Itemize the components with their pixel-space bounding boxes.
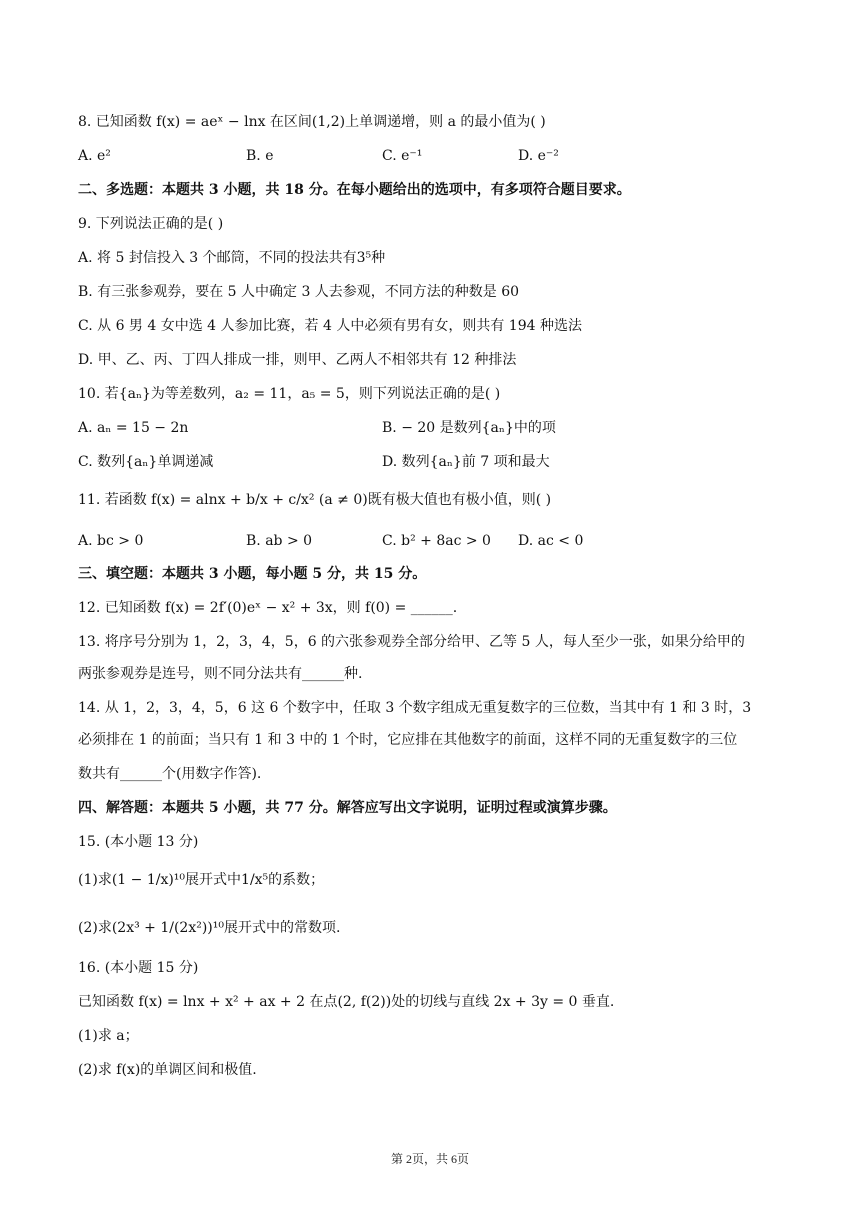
section-3-heading: 三、填空题：本题共 3 小题，每小题 5 分，共 15 分。 — [78, 566, 427, 582]
question-8-option-b: B. e — [246, 148, 274, 164]
question-10-option-d: D. 数列{aₙ}前 7 项和最大 — [382, 454, 550, 470]
question-10-stem: 10. 若{aₙ}为等差数列，a₂ = 11，a₅ = 5，则下列说法正确的是( ) — [78, 386, 501, 402]
question-10-option-a: A. aₙ = 15 − 2n — [78, 420, 189, 436]
question-11-option-c: C. b² + 8ac > 0 — [382, 533, 491, 549]
question-9-stem: 9. 下列说法正确的是( ) — [78, 216, 224, 232]
question-16-part-1: (1)求 a； — [78, 1028, 139, 1044]
question-14-line-3: 数共有______个(用数字作答). — [78, 766, 262, 782]
question-14-line-1: 14. 从 1，2，3，4，5，6 这 6 个数字中，任取 3 个数字组成无重复数字的三位数，当其中有 1 和 3 时，3 — [78, 700, 752, 716]
question-12: 12. 已知函数 f(x) = 2f′(0)eˣ − x² + 3x，则 f(0) = ______. — [78, 600, 458, 616]
question-10-option-c: C. 数列{aₙ}单调递减 — [78, 454, 214, 470]
question-9-option-b: B. 有三张参观券，要在 5 人中确定 3 人去参观，不同方法的种数是 60 — [78, 284, 520, 300]
question-8-stem: 8. 已知函数 f(x) = aeˣ − lnx 在区间(1,2)上单调递增，则 a 的最小值为( ) — [78, 114, 546, 130]
question-15-part-2: (2)求(2x³ + 1/(2x²))¹⁰展开式中的常数项. — [78, 920, 341, 936]
question-8-option-c: C. e⁻¹ — [382, 148, 423, 164]
question-13-line-2: 两张参观券是连号，则不同分法共有______种. — [78, 666, 363, 682]
question-16-header: 16. (本小题 15 分) — [78, 960, 199, 976]
question-10-option-b: B. − 20 是数列{aₙ}中的项 — [382, 420, 556, 436]
page-footer: 第 2页，共 6页 — [390, 1152, 469, 1166]
section-4-heading: 四、解答题：本题共 5 小题，共 77 分。解答应写出文字说明，证明过程或演算步骤。 — [78, 800, 617, 816]
question-13-line-1: 13. 将序号分别为 1，2，3，4，5，6 的六张参观券全部分给甲、乙等 5 人，每人至少一张，如果分给甲的 — [78, 634, 745, 650]
question-9-option-a: A. 将 5 封信投入 3 个邮筒，不同的投法共有3⁵种 — [78, 250, 386, 266]
question-15-part-1: (1)求(1 − 1/x)¹⁰展开式中1/x⁵的系数； — [78, 872, 325, 888]
question-15-header: 15. (本小题 13 分) — [78, 834, 199, 850]
question-9-option-d: D. 甲、乙、丙、丁四人排成一排，则甲、乙两人不相邻共有 12 种排法 — [78, 352, 517, 368]
question-8-option-d: D. e⁻² — [518, 148, 559, 164]
question-14-line-2: 必须排在 1 的前面；当只有 1 和 3 中的 1 个时，它应排在其他数字的前面，这样不同的无重复数字的三位 — [78, 732, 738, 748]
question-16-part-2: (2)求 f(x)的单调区间和极值. — [78, 1062, 257, 1078]
question-11-stem: 11. 若函数 f(x) = alnx + b/x + c/x² (a ≠ 0)既有极大值也有极小值，则( ) — [78, 492, 552, 508]
question-11-option-a: A. bc > 0 — [78, 533, 144, 549]
section-2-heading: 二、多选题：本题共 3 小题，共 18 分。在每小题给出的选项中，有多项符合题目要求。 — [78, 182, 631, 198]
question-16-stem: 已知函数 f(x) = lnx + x² + ax + 2 在点(2, f(2))处的切线与直线 2x + 3y = 0 垂直. — [78, 994, 615, 1010]
question-9-option-c: C. 从 6 男 4 女中选 4 人参加比赛，若 4 人中必须有男有女，则共有 194 种选法 — [78, 318, 582, 334]
question-8-option-a: A. e² — [78, 148, 111, 164]
question-11-option-b: B. ab > 0 — [246, 533, 313, 549]
question-11-option-d: D. ac < 0 — [518, 533, 584, 549]
